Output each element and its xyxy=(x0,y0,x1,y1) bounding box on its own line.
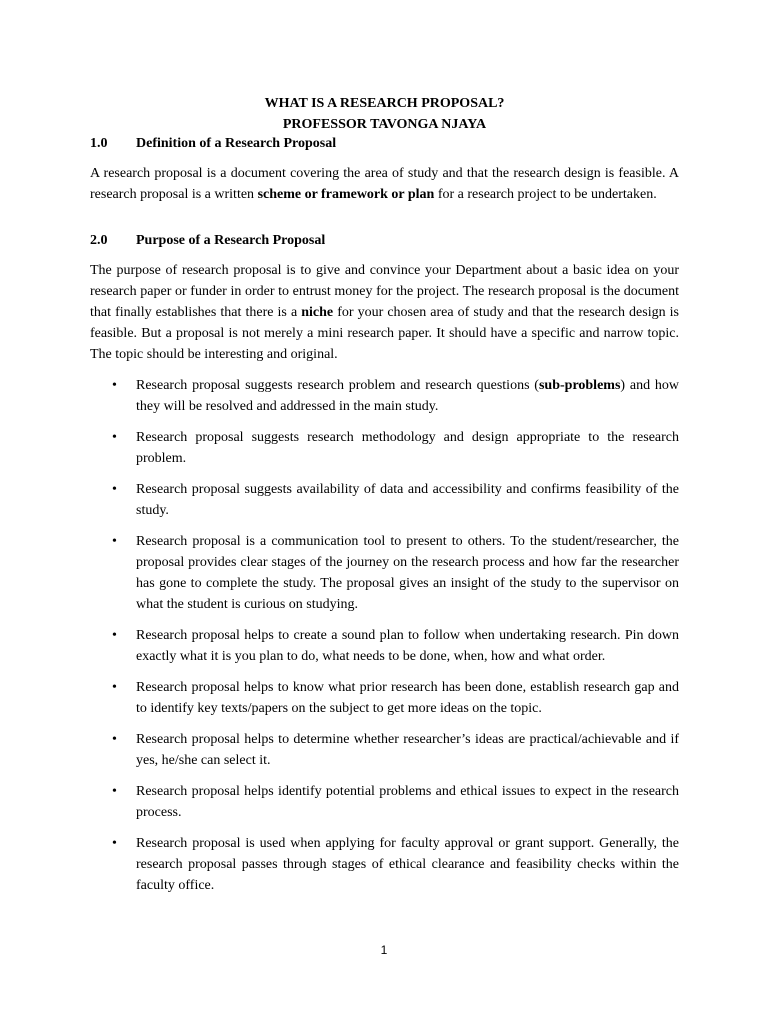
bullet-icon: • xyxy=(112,836,117,851)
list-item-bold-text: sub-problems xyxy=(538,378,621,393)
paragraph-text: The purpose of research proposal is to give and convince your Department about a basic idea on your research paper or funder in order to entrust money for the project. The research proposal is the document that finally establishes that there is a xyxy=(90,263,679,320)
paragraph-text: for your chosen area of study and that the research design is feasible. But a proposal is not merely a mini research paper. It should have a specific and narrow topic. The topic should be interesting and original. xyxy=(90,305,679,362)
bullet-icon: • xyxy=(112,430,117,445)
bullet-icon: • xyxy=(112,482,117,497)
paragraph-text: for a research project to be undertaken. xyxy=(434,187,657,202)
list-item-text: Research proposal helps to create a sound plan to follow when undertaking research. Pin down exactly what it is you plan to do, what needs to be done, when, how and what order. xyxy=(136,628,679,664)
page-number: 1 xyxy=(380,943,388,957)
section-number: 1.0 xyxy=(90,136,108,151)
list-item xyxy=(90,677,679,719)
list-item xyxy=(90,625,679,667)
bullet-icon: • xyxy=(112,378,117,393)
bullet-icon: • xyxy=(112,732,117,747)
section-heading-text: Definition of a Research Proposal xyxy=(136,136,337,151)
list-item xyxy=(90,375,679,417)
bullet-icon: • xyxy=(112,628,117,643)
title-author: PROFESSOR TAVONGA NJAYA xyxy=(282,117,487,132)
section-heading-definition xyxy=(90,135,679,153)
bullet-icon: • xyxy=(112,680,117,695)
list-item-text: Research proposal helps identify potential problems and ethical issues to expect in the research process. xyxy=(136,784,679,820)
list-item-text: Research proposal suggests research problem and research questions ( xyxy=(136,378,539,393)
paragraph-text: A research proposal is a document covering the area of study and that the research design is feasible. A research proposal is a written xyxy=(90,166,679,202)
title-main: WHAT IS A RESEARCH PROPOSAL? xyxy=(264,96,505,111)
bullet-icon: • xyxy=(112,534,117,549)
list-item xyxy=(90,479,679,521)
definition-paragraph xyxy=(90,163,679,205)
section-heading-purpose xyxy=(90,232,679,250)
list-item-text: Research proposal helps to determine whether researcher’s ideas are practical/achievable and if yes, he/she can select it. xyxy=(136,732,679,768)
list-item xyxy=(90,531,679,615)
list-item-text: Research proposal is used when applying for faculty approval or grant support. Generally, the research proposal passes through stages of ethical clearance and feasibility checks within the faculty office. xyxy=(136,836,679,893)
paragraph-bold-text: niche xyxy=(301,305,334,320)
list-item xyxy=(90,427,679,469)
list-item-text: Research proposal is a communication tool to present to others. To the student/researcher, the proposal provides clear stages of the journey on the research process and how far the researcher has gone to complete the study. The proposal gives an insight of the study to the supervisor on what the student is curious on studying. xyxy=(136,534,679,612)
list-item-text: Research proposal helps to know what prior research has been done, establish research gap and to identify key texts/papers on the subject to get more ideas on the topic. xyxy=(136,680,679,716)
list-item-text: Research proposal suggests availability of data and accessibility and confirms feasibility of the study. xyxy=(136,482,679,518)
list-item xyxy=(90,833,679,896)
paragraph-bold-text: scheme or framework or plan xyxy=(257,187,435,202)
section-number: 2.0 xyxy=(90,233,108,248)
list-item xyxy=(90,729,679,771)
document-title xyxy=(90,0,679,135)
section-heading-text: Purpose of a Research Proposal xyxy=(136,233,326,248)
purpose-paragraph xyxy=(90,260,679,365)
list-item-text: Research proposal suggests research methodology and design appropriate to the research problem. xyxy=(136,430,679,466)
list-item xyxy=(90,781,679,823)
list-item-text: ) and how they will be resolved and addressed in the main study. xyxy=(136,378,679,414)
bullet-icon: • xyxy=(112,784,117,799)
purpose-bullet-list xyxy=(90,375,679,896)
